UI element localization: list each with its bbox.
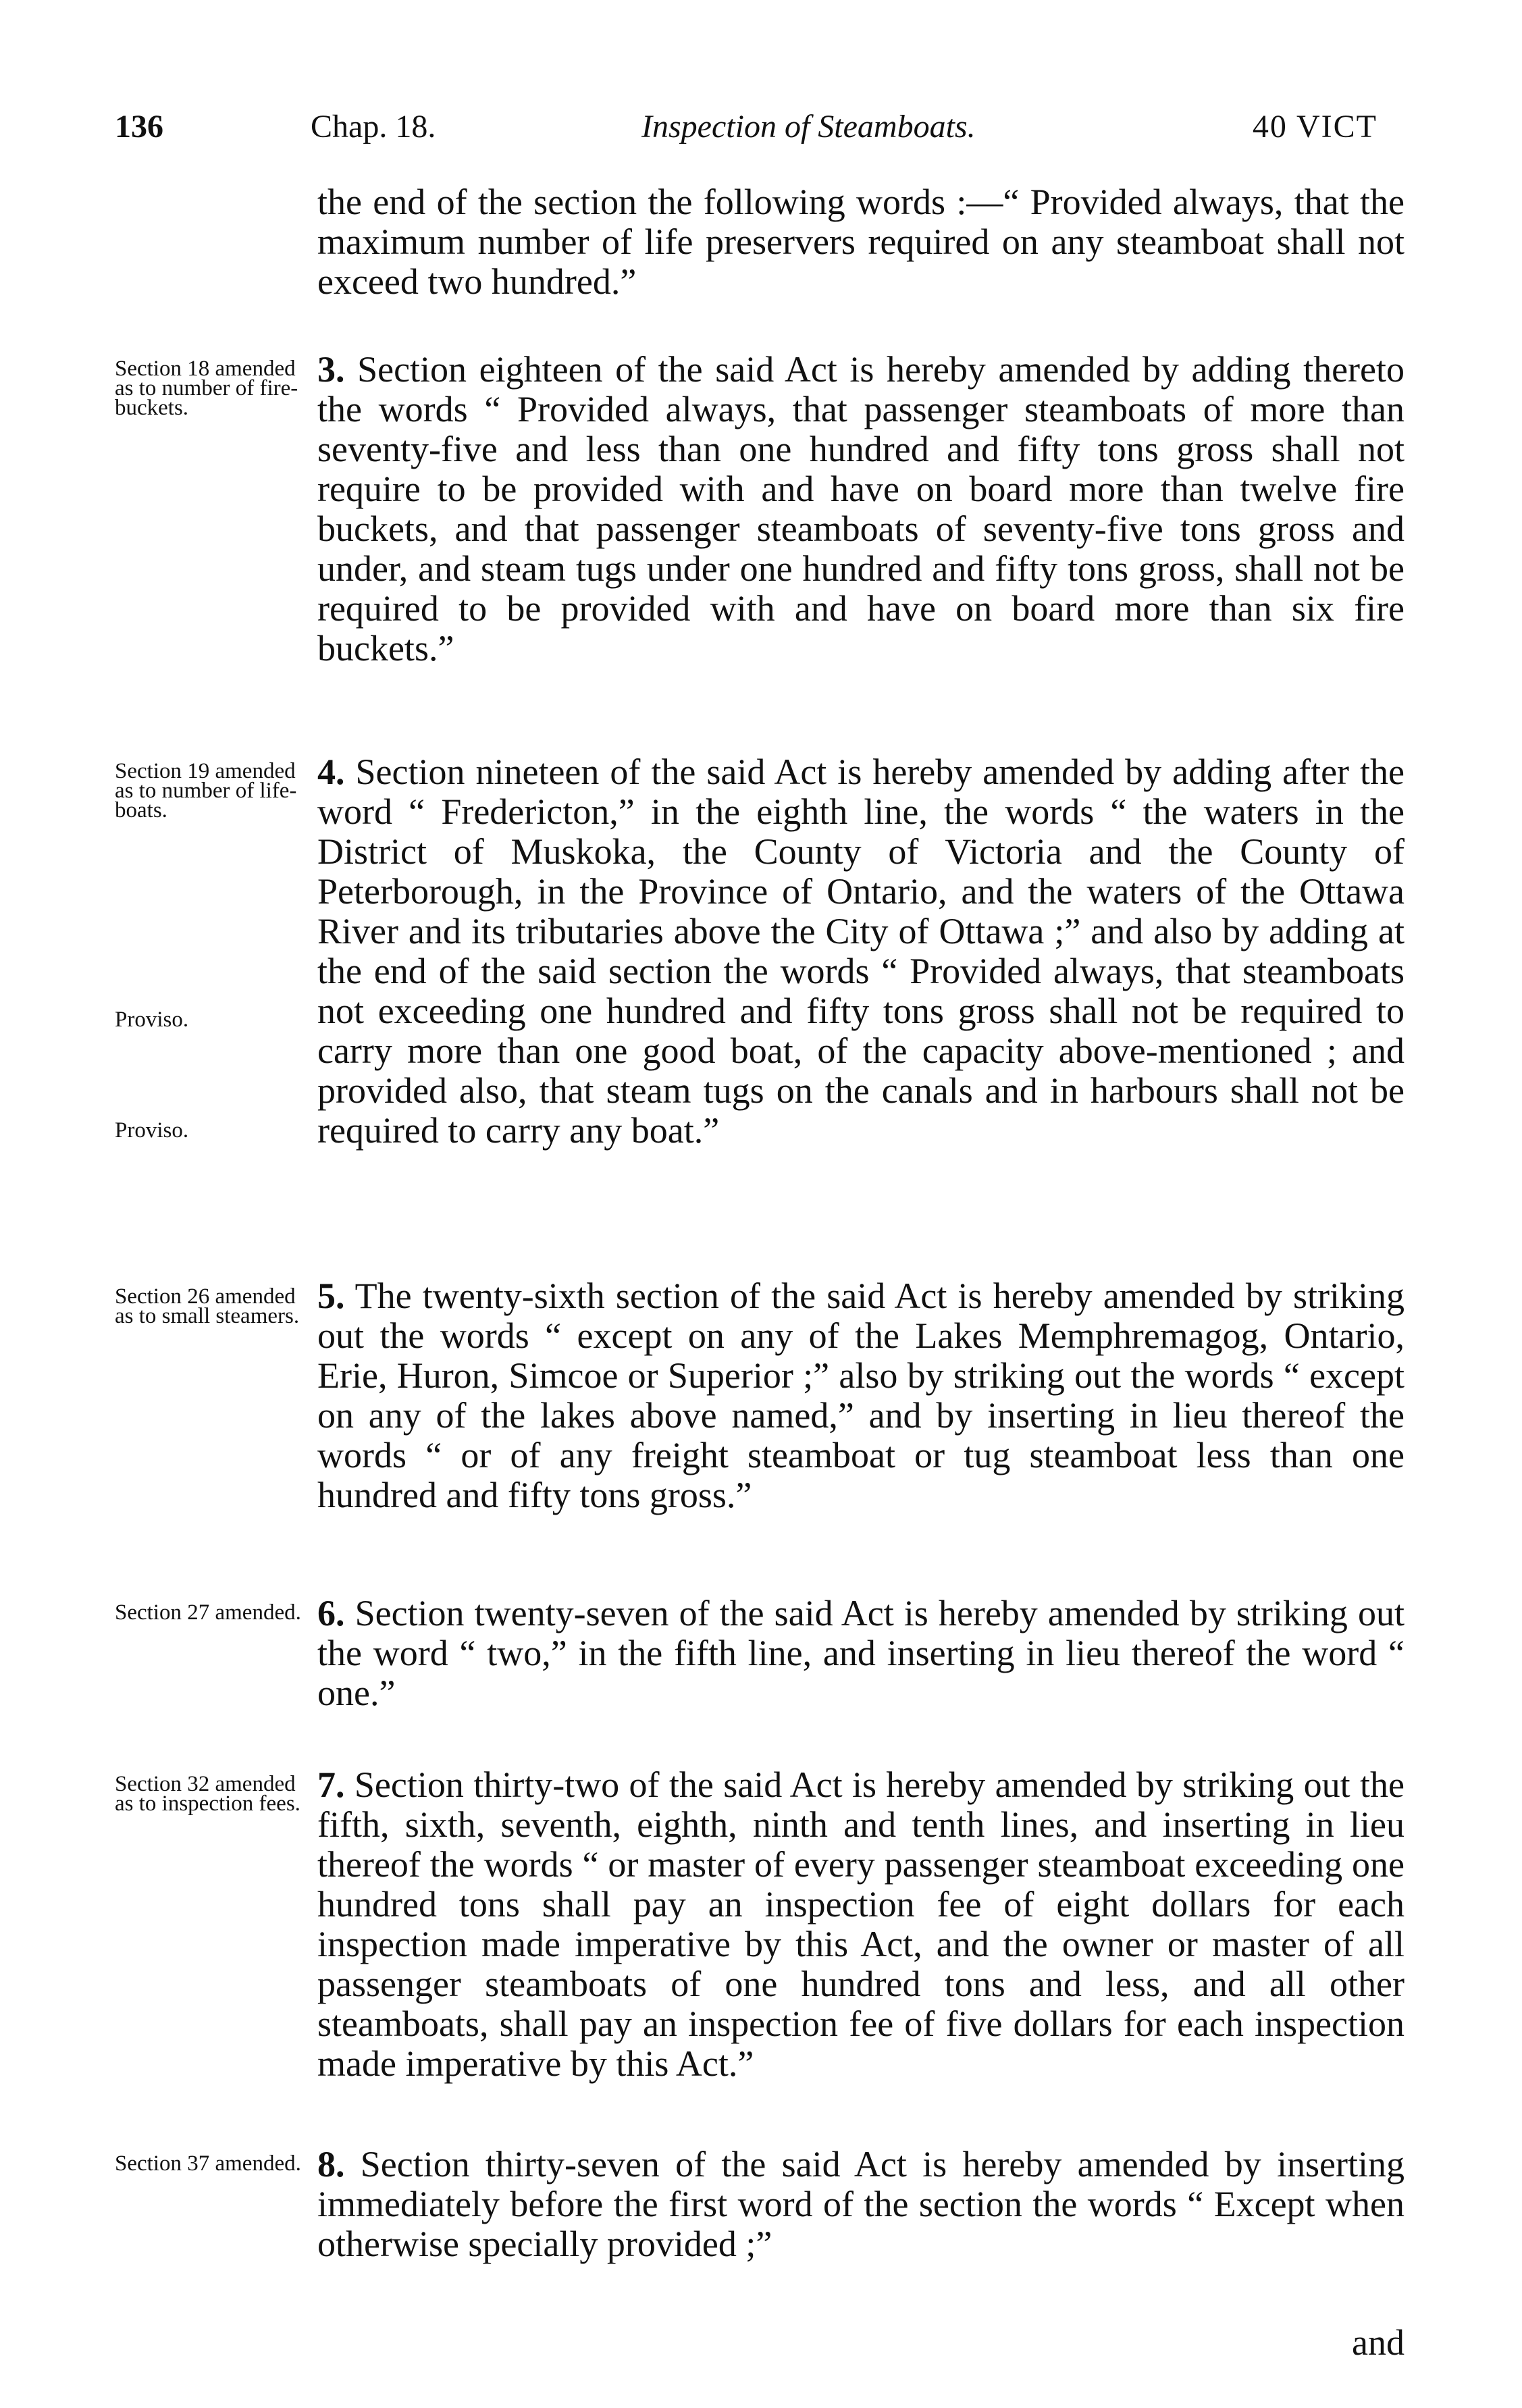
section-number: 4. xyxy=(317,752,345,792)
marginal-note-section-27: Section 27 amended. xyxy=(115,1600,301,1625)
section-number: 3. xyxy=(317,349,345,390)
section-paragraph-6 xyxy=(317,1594,1405,1713)
marginal-note-section-19: Section 19 amended as to number of life-boats. xyxy=(115,759,297,822)
section-paragraph-4 xyxy=(317,752,1405,1151)
section-text: The twenty-sixth section of the said Act is hereby amended by striking out the words “ except on any of the Lakes Memphremagog, Ontario, Erie, Huron, Simcoe or Superior ;” also by striking out the words “ except on any of the lakes above named,” and by inserting in lieu thereof the words “ or of any freight steamboat or tug steamboat less than one hundred and fifty tons gross.” xyxy=(317,1276,1405,1515)
section-text: Section twenty-seven of the said Act is hereby amended by striking out the word “ two,” in the fifth line, and inserting in lieu thereof the word “ one.” xyxy=(317,1593,1405,1713)
section-number: 7. xyxy=(317,1764,345,1805)
section-number: 6. xyxy=(317,1593,345,1633)
marginal-note-section-32: Section 32 amended as to inspection fees. xyxy=(115,1772,300,1816)
proviso-note: Proviso. xyxy=(115,1118,189,1143)
section-text: Section eighteen of the said Act is hereby amended by adding thereto the words “ Provided always, that passenger steamboats of more than seventy-five and less than one hundred and fifty tons gross shall not require to be provided with and have on board more than twelve fire buckets, and that passenger steamboats of seventy-five tons gross and under, and steam tugs under one hundred and fifty tons gross, shall not be required to be provided with and have on board more than six fire buckets.” xyxy=(317,349,1405,669)
marginal-note-section-26: Section 26 amended as to small steamers. xyxy=(115,1284,300,1328)
regnal-year: 40 VICT xyxy=(1252,109,1377,145)
section-paragraph-7 xyxy=(317,1765,1405,2084)
marginal-note-section-37: Section 37 amended. xyxy=(115,2151,301,2176)
section-text: Section thirty-two of the said Act is hereby amended by striking out the fifth, sixth, seventh, eighth, ninth and tenth lines, and inserting in lieu thereof the words “ or master of every passenger steamboat exceeding one hundred tons shall pay an inspection fee of eight dollars for each inspection made imperative by this Act, and the owner or master of all passenger steamboats of one hundred tons and less, and all other steamboats, shall pay an inspection fee of five dollars for each inspection made imperative by this Act.” xyxy=(317,1764,1405,2084)
section-number: 8. xyxy=(317,2144,345,2184)
section-text: Section thirty-seven of the said Act is hereby amended by inserting immediately before the first word of the section the words “ Except when otherwise specially provided ;” xyxy=(317,2144,1405,2264)
chapter-label: Chap. 18. xyxy=(311,109,436,145)
section-paragraph-5 xyxy=(317,1276,1405,1515)
continuation-paragraph: the end of the section the following words :—“ Provided always, that the maximum number of life preservers required on any steamboat shall not exceed two hundred.” xyxy=(317,182,1405,302)
section-text: Section nineteen of the said Act is hereby amended by adding after the word “ Fredericton,” in the eighth line, the words “ the waters in the District of Muskoka, the County of Victoria and the County of Peterborough, in the Province of Ontario, and the waters of the Ottawa River and its tributaries above the City of Ottawa ;” and also by adding at the end of the said section the words “ Provided always, that steamboats not exceeding one hundred and fifty tons gross shall not be required to carry more than one good boat, of the capacity above-mentioned ; and provided also, that steam tugs on the canals and in harbours shall not be required to carry any boat.” xyxy=(317,752,1405,1151)
marginal-note-section-18: Section 18 amended as to number of fire-buckets. xyxy=(115,357,298,420)
running-header xyxy=(115,108,1377,162)
section-paragraph-3 xyxy=(317,350,1405,669)
page-number: 136 xyxy=(115,109,163,145)
running-title: Inspection of Steamboats. xyxy=(641,109,976,145)
proviso-note: Proviso. xyxy=(115,1007,189,1032)
section-paragraph-8 xyxy=(317,2145,1405,2264)
catchword: and xyxy=(1352,2322,1405,2363)
section-number: 5. xyxy=(317,1276,345,1316)
